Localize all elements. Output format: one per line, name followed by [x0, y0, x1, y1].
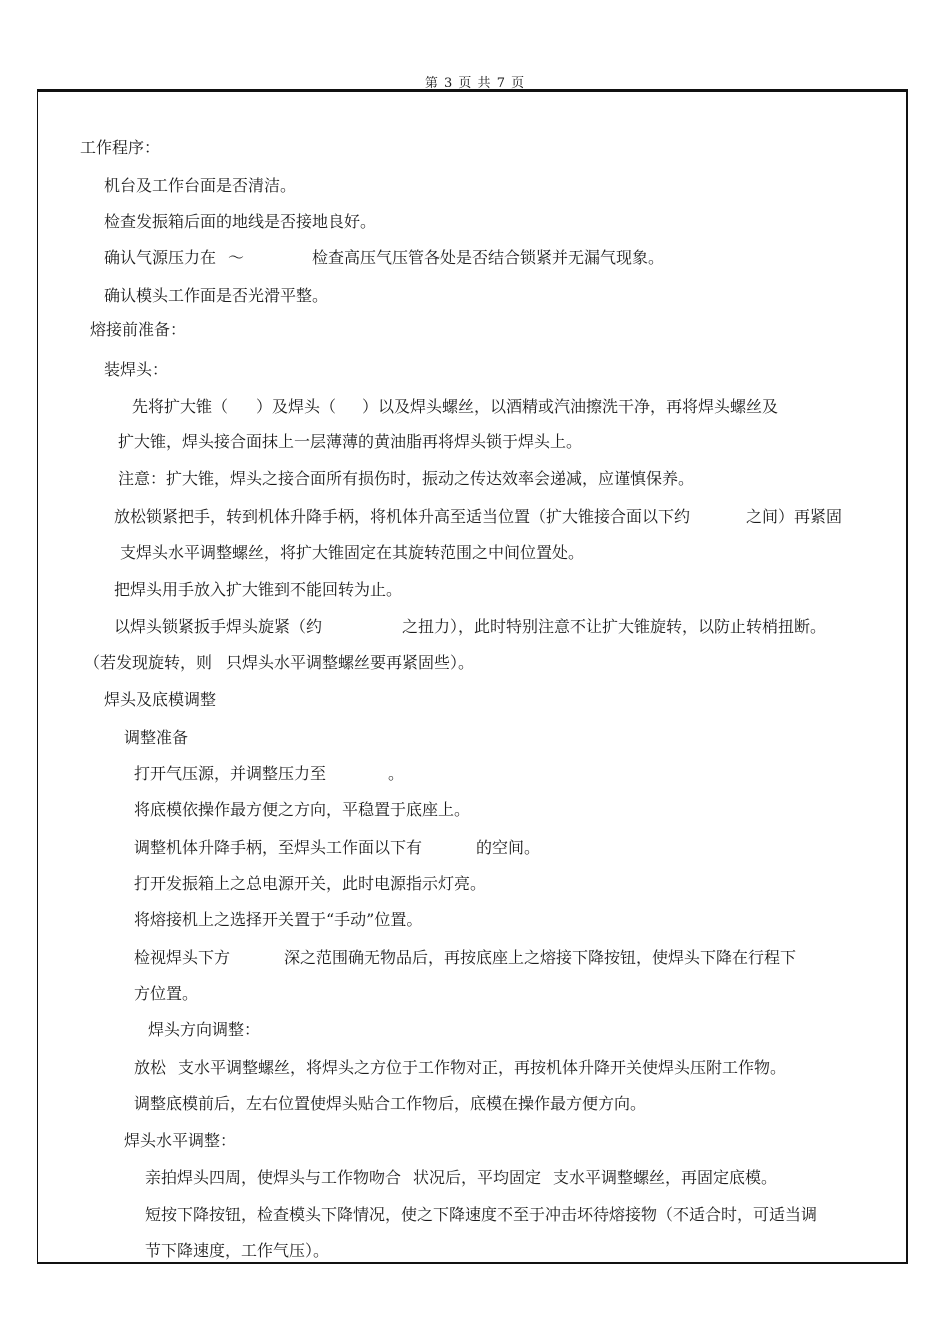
text-line [134, 948, 796, 968]
text-fragment: 支水平调整螺丝，将焊头之方位于工作物对正，再按机体升降开关使焊头压附工作物。 [178, 1058, 787, 1077]
text-fragment: 检视焊头下方 [134, 948, 231, 967]
text-line [134, 1058, 786, 1078]
text-line [114, 617, 826, 637]
section-title-procedure: 工作程序： [80, 138, 161, 157]
page-number-header: 第 3 页 共 7 页 [424, 76, 526, 91]
text-line: 短按下降按钮，检查模头下降情况，使之下降速度不至于冲击坏待熔接物（不适合时，可适当调 [145, 1205, 818, 1224]
text-fragment: 之扭力），此时特别注意不让扩大锥旋转，以防止转梢扭断。 [402, 617, 827, 636]
text-line [132, 397, 778, 417]
text-line: 节下降速度，工作气压）。 [145, 1241, 330, 1260]
subsection-title: 装焊头： [104, 360, 169, 379]
text-line: 将熔接机上之选择开关置于“手动”位置。 [134, 910, 423, 929]
text-line [104, 248, 664, 268]
text-fragment: 亲拍焊头四周，使焊头与工作物吻合 [145, 1168, 402, 1187]
text-fragment: 。 [388, 764, 405, 783]
text-fragment: 打开气压源，并调整压力至 [134, 764, 327, 783]
text-fragment: 支水平调整螺丝，再固定底模。 [553, 1168, 778, 1187]
text-line: 检查发振箱后面的地线是否接地良好。 [104, 212, 377, 231]
text-fragment: 检查高压气压管各处是否结合锁紧并无漏气现象。 [312, 248, 665, 267]
text-fragment: 只焊头水平调整螺丝要再紧固些）。 [226, 653, 475, 672]
text-fragment: 状况后，平均固定 [413, 1168, 542, 1187]
text-line [134, 838, 540, 858]
text-fragment: ）以及焊头螺丝，以酒精或汽油擦洗干净，再将焊头螺丝及 [362, 397, 779, 416]
text-fragment: ）及焊头（ [256, 397, 337, 416]
text-line [114, 507, 842, 527]
text-line: 扩大锥，焊头接合面抹上一层薄薄的黄油脂再将焊头锁于焊头上。 [118, 432, 583, 451]
subsection-title: 焊头方向调整： [148, 1020, 261, 1039]
subsection-title: 焊头及底模调整 [104, 690, 217, 709]
text-line [145, 1168, 777, 1188]
text-fragment: 确认气源压力在 [104, 248, 217, 267]
section-title-preparation: 熔接前准备： [90, 320, 187, 339]
text-fragment: 调整机体升降手柄，至焊头工作面以下有 [134, 838, 423, 857]
text-line: 方位置。 [134, 984, 199, 1003]
text-fragment: 之间）再紧固 [746, 507, 843, 526]
text-line [134, 764, 404, 784]
text-line: 打开发振箱上之总电源开关，此时电源指示灯亮。 [134, 874, 487, 893]
text-line: 支焊头水平调整螺丝，将扩大锥固定在其旋转范围之中间位置处。 [120, 543, 585, 562]
text-line: 调整底模前后，左右位置使焊头贴合工作物后，底模在操作最方便方向。 [134, 1094, 647, 1113]
text-fragment: 先将扩大锥（ [132, 397, 229, 416]
text-line: 将底模依操作最方便之方向，平稳置于底座上。 [134, 800, 471, 819]
text-fragment: 的空间。 [476, 838, 541, 857]
text-line: 确认模头工作面是否光滑平整。 [104, 286, 329, 305]
text-fragment: （若发现旋转，则 [84, 653, 213, 672]
text-fragment: ～ [228, 248, 245, 267]
note-line: 注意：扩大锥，焊头之接合面所有损伤时，振动之传达效率会递减，应谨慎保养。 [118, 469, 695, 488]
text-fragment: 放松 [134, 1058, 167, 1077]
text-fragment: 以焊头锁紧扳手焊头旋紧（约 [114, 617, 323, 636]
text-line: 把焊头用手放入扩大锥到不能回转为止。 [114, 580, 403, 599]
text-fragment: 深之范围确无物品后，再按底座上之熔接下降按钮，使焊头下降在行程下 [284, 948, 797, 967]
subsection-title: 调整准备 [124, 728, 189, 747]
text-line [84, 653, 474, 673]
text-line: 机台及工作台面是否清洁。 [104, 176, 297, 195]
subsection-title: 焊头水平调整： [124, 1131, 237, 1150]
text-fragment: 放松锁紧把手，转到机体升降手柄，将机体升高至适当位置（扩大锥接合面以下约 [114, 507, 691, 526]
